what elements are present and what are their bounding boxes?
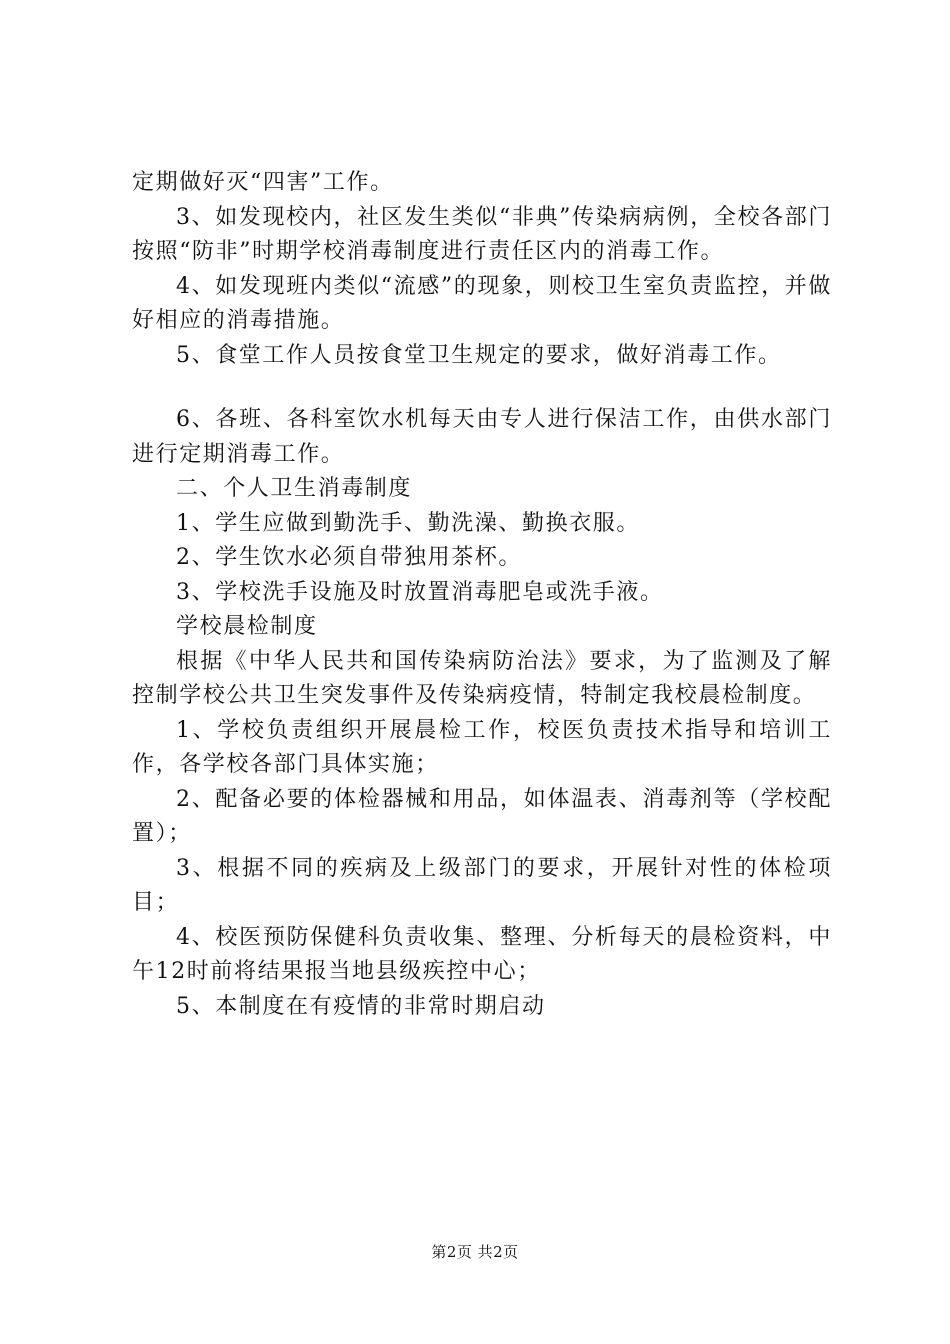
paragraph-2: 3、如发现校内，社区发生类似“非典”传染病病例，全校各部门按照“防非”时期学校消毒制度进行责任区内的消毒工作。: [132, 204, 832, 264]
paragraph-5: 6、各班、各科室饮水机每天由专人进行保洁工作，由供水部门进行定期消毒工作。: [132, 407, 832, 467]
paragraph-4: 5、食堂工作人员按食堂卫生规定的要求，做好消毒工作。: [176, 342, 782, 368]
paragraph-11: 根据《中华人民共和国传染病防治法》要求，为了监测及了解控制学校公共卫生突发事件及传染病疫情，特制定我校晨检制度。: [132, 648, 832, 708]
page-number-footer: 第2页 共2页: [431, 1243, 519, 1261]
paragraph-12: 1、学校负责组织开展晨检工作，校医负责技术指导和培训工作，各学校各部门具体实施；: [132, 717, 832, 777]
paragraph-15: 4、校医预防保健科负责收集、整理、分析每天的晨检资料，中午12时前将结果报当地县级疾控中心；: [132, 924, 832, 984]
section-heading-personal-hygiene: 二、个人卫生消毒制度: [176, 476, 413, 501]
paragraph-3: 4、如发现班内类似“流感”的现象，则校卫生室负责监控，并做好相应的消毒措施。: [132, 273, 832, 333]
paragraph-1: 定期做好灭“四害”工作。: [132, 170, 394, 195]
paragraph-14: 3、根据不同的疾病及上级部门的要求，开展针对性的体检项目；: [132, 855, 832, 915]
paragraph-7: 1、学生应做到勤洗手、勤洗澡、勤换衣服。: [176, 510, 640, 536]
paragraph-8: 2、学生饮水必须自带独用茶杯。: [176, 545, 522, 570]
paragraph-16: 5、本制度在有疫情的非常时期启动: [176, 993, 546, 1019]
document-body: [132, 166, 832, 1024]
section-heading-morning-check: 学校晨检制度: [176, 614, 318, 639]
paragraph-13: 2、配备必要的体检器械和用品，如体温表、消毒剂等（学校配置）；: [132, 786, 832, 846]
paragraph-9: 3、学校洗手设施及时放置消毒肥皂或洗手液。: [176, 579, 664, 605]
